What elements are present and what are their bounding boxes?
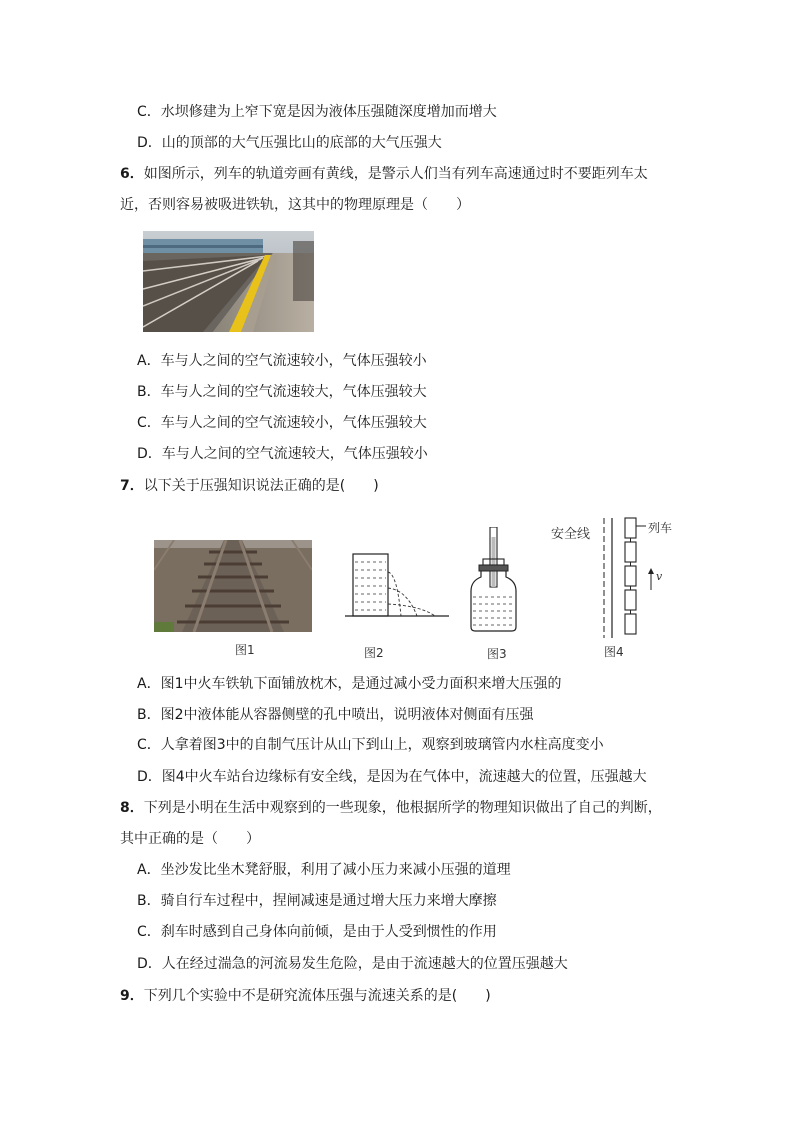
q8-number: 8． — [120, 800, 144, 816]
q7-number: 7． — [120, 478, 144, 494]
q7-option-a: A．图1中火车铁轨下面铺放枕木，是通过减小受力面积来增大压强的 — [137, 676, 562, 692]
q8-stem-line1 — [120, 798, 662, 818]
q5-option-c: C．水坝修建为上窄下宽是因为液体压强随深度增加而增大 — [137, 104, 497, 120]
q8-option-b: B．骑自行车过程中，捏闸减速是通过增大压力来增大摩擦 — [137, 893, 497, 909]
q7-fig4-caption: 图4 — [604, 645, 624, 659]
q7-fig1-railway-photo — [154, 540, 312, 632]
q7-fig2-liquid-container — [345, 548, 449, 620]
q6-stem-line1 — [120, 164, 648, 184]
q7-option-c: C．人拿着图3中的自制气压计从山下到山上，观察到玻璃管内水柱高度变小 — [137, 737, 604, 753]
q7-fig2-caption: 图2 — [364, 646, 384, 660]
q8-option-c: C．刹车时感到自己身体向前倾，是由于人受到惯性的作用 — [137, 924, 497, 940]
q7-fig4-velocity-label: v — [656, 570, 663, 583]
q7-fig3-caption: 图3 — [487, 647, 507, 661]
q6-platform-photo — [143, 231, 314, 332]
q6-option-d: D．车与人之间的空气流速较大，气体压强较小 — [137, 446, 428, 462]
q7-fig1-caption: 图1 — [235, 643, 255, 657]
q8-stem-text1: 下列是小明在生活中观察到的一些现象，他根据所学的物理知识做出了自己的判断， — [143, 800, 662, 816]
q6-stem-line2: 近，否则容易被吸进铁轨，这其中的物理原理是（ ） — [120, 197, 470, 213]
q6-number: 6． — [120, 166, 144, 182]
q6-stem-text1: 如图所示，列车的轨道旁画有黄线，是警示人们当有列车高速通过时不要距列车太 — [143, 166, 648, 182]
q7-fig4-safety-line-label: 安全线 — [551, 527, 591, 542]
q7-option-d: D．图4中火车站台边缘标有安全线，是因为在气体中，流速越大的位置，压强越大 — [137, 769, 647, 785]
q6-option-c: C．车与人之间的空气流速较小，气体压强较大 — [137, 415, 427, 431]
q9-number: 9． — [120, 988, 144, 1004]
q8-option-d: D．人在经过湍急的河流易发生危险，是由于流速越大的位置压强越大 — [137, 956, 568, 972]
q7-fig4-train-label: 列车 — [648, 521, 673, 535]
q7-stem-text: 以下关于压强知识说法正确的是( ) — [143, 478, 379, 494]
q6-option-a: A．车与人之间的空气流速较小，气体压强较小 — [137, 353, 427, 369]
q9-stem-text: 下列几个实验中不是研究流体压强与流速关系的是( ) — [143, 988, 491, 1004]
q8-stem-line2: 其中正确的是（ ） — [120, 831, 260, 847]
q8-option-a: A．坐沙发比坐木凳舒服，利用了减小压力来减小压强的道理 — [137, 862, 511, 878]
q6-option-b: B．车与人之间的空气流速较大，气体压强较大 — [137, 384, 427, 400]
q9-stem-line — [120, 986, 491, 1006]
q7-stem-line — [120, 476, 379, 496]
q7-option-b: B．图2中液体能从容器侧壁的孔中喷出，说明液体对侧面有压强 — [137, 707, 534, 723]
q5-option-d: D．山的顶部的大气压强比山的底部的大气压强大 — [137, 135, 442, 151]
q7-fig3-barometer — [467, 527, 519, 633]
